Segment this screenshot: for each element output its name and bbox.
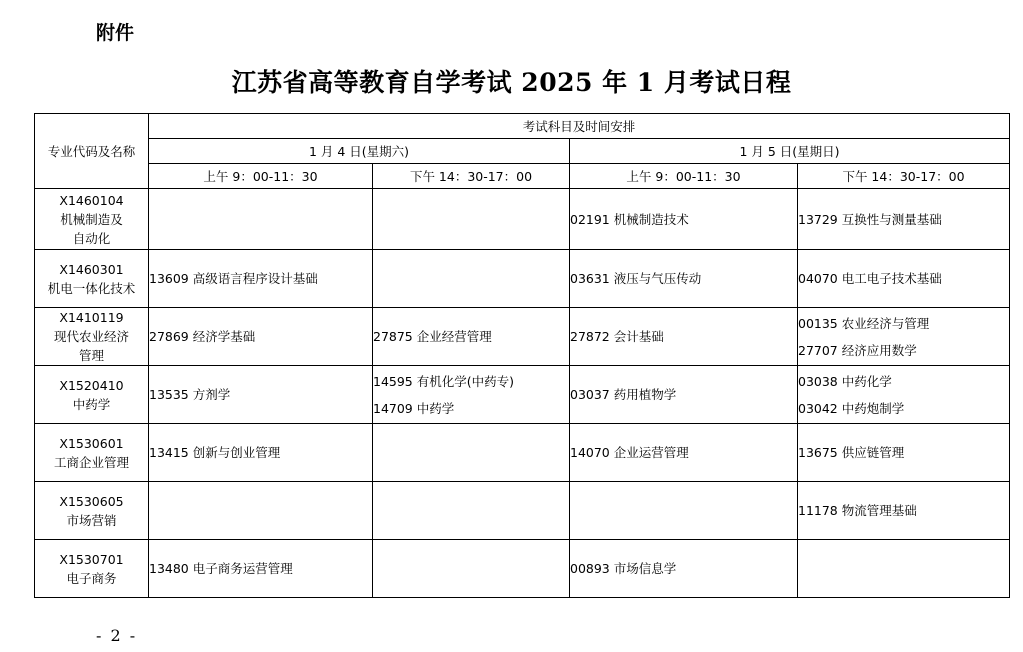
exam-subject: 27872 会计基础: [570, 329, 664, 344]
major-code: X1460104: [59, 192, 124, 208]
exam-subject: 03631 液压与气压传动: [570, 271, 702, 286]
major-code: X1530605: [59, 493, 124, 509]
exam-subject: 13729 互换性与测量基础: [798, 211, 942, 227]
exam-subject-cell: [570, 424, 798, 482]
major-name: 管理: [78, 348, 104, 363]
session-header-jan5-am: 上午 9：00-11：30: [570, 164, 798, 189]
major-code: X1530701: [59, 551, 124, 567]
table-row: [35, 366, 1010, 424]
exam-subject-cell: [570, 308, 798, 366]
exam-subject: 14595 有机化学(中药专): [373, 373, 514, 389]
exam-subject-cell: [149, 540, 373, 598]
exam-subject-cell: [570, 189, 798, 250]
major-code: X1530601: [59, 435, 124, 451]
document-title: 江苏省高等教育自学考试 2025 年 1 月考试日程: [231, 68, 792, 97]
major-code: X1410119: [59, 310, 124, 325]
major-name: 中药学: [72, 396, 111, 412]
exam-subject-cell: [798, 366, 1010, 424]
page-number: - 2 -: [96, 626, 138, 645]
exam-subject: 04070 电工电子技术基础: [798, 271, 942, 286]
major-cell: [35, 250, 149, 308]
major-cell: [35, 308, 149, 366]
major-cell: [35, 189, 149, 250]
exam-subject: 03038 中药化学: [798, 373, 892, 389]
exam-subject: 03042 中药炮制学: [798, 400, 905, 416]
exam-subject: 02191 机械制造技术: [570, 211, 689, 227]
exam-subject: 27869 经济学基础: [149, 329, 256, 344]
exam-subject: 14070 企业运营管理: [570, 445, 689, 460]
table-row: [35, 424, 1010, 482]
exam-subject-cell: [373, 189, 570, 250]
major-name: 电子商务: [66, 570, 117, 586]
session-header-jan5-pm: 下午 14：30-17：00: [798, 164, 1010, 189]
exam-subject: 14709 中药学: [373, 400, 455, 416]
exam-subject: 13535 方剂学: [149, 387, 231, 402]
exam-subject: 11178 物流管理基础: [798, 503, 917, 518]
major-name: 市场营销: [66, 512, 117, 528]
major-cell: [35, 366, 149, 424]
exam-subject-cell: [570, 482, 798, 540]
major-code: X1520410: [59, 377, 124, 393]
major-code: X1460301: [59, 261, 124, 277]
exam-subject-cell: [570, 540, 798, 598]
exam-subject-cell: [149, 250, 373, 308]
major-name: 现代农业经济: [53, 329, 129, 344]
exam-subject-cell: [373, 424, 570, 482]
exam-subject-cell: [149, 308, 373, 366]
exam-subject: 13609 高级语言程序设计基础: [149, 271, 318, 286]
major-cell: [35, 482, 149, 540]
major-name: 机械制造及: [60, 211, 123, 227]
exam-subject-cell: [373, 308, 570, 366]
schedule-rows: [35, 189, 1010, 598]
exam-subject-cell: [570, 250, 798, 308]
exam-subject-cell: [149, 482, 373, 540]
exam-subject-cell: [570, 366, 798, 424]
exam-subject-cell: [798, 189, 1010, 250]
exam-subject-cell: [373, 540, 570, 598]
day-header-jan4: 1 月 4 日(星期六): [149, 139, 570, 164]
table-row: [35, 250, 1010, 308]
exam-subject-cell: [798, 424, 1010, 482]
exam-subject-cell: [373, 250, 570, 308]
exam-subject-cell: [373, 366, 570, 424]
exam-subject-cell: [798, 250, 1010, 308]
exam-subject: 03037 药用植物学: [570, 387, 677, 402]
exam-subject-cell: [149, 366, 373, 424]
major-name: 自动化: [72, 230, 111, 246]
table-row: [35, 308, 1010, 366]
schedule-group-header: 考试科目及时间安排: [149, 114, 1010, 139]
major-column-header: 专业代码及名称: [35, 114, 149, 189]
major-cell: [35, 424, 149, 482]
exam-subject-cell: [149, 189, 373, 250]
table-row: [35, 540, 1010, 598]
table-row: [35, 189, 1010, 250]
major-name: 机电一体化技术: [47, 280, 136, 296]
exam-subject: 13675 供应链管理: [798, 445, 905, 460]
exam-subject-cell: [798, 308, 1010, 366]
exam-subject: 13415 创新与创业管理: [149, 445, 281, 460]
exam-subject: 00135 农业经济与管理: [798, 315, 930, 331]
exam-schedule-table: [34, 113, 1010, 598]
major-name: 工商企业管理: [53, 454, 129, 470]
exam-subject: 27875 企业经营管理: [373, 329, 492, 344]
session-header-jan4-am: 上午 9：00-11：30: [149, 164, 373, 189]
exam-subject-cell: [798, 482, 1010, 540]
exam-subject-cell: [798, 540, 1010, 598]
day-header-jan5: 1 月 5 日(星期日): [570, 139, 1010, 164]
exam-subject: 13480 电子商务运营管理: [149, 561, 293, 576]
exam-subject: 27707 经济应用数学: [798, 342, 917, 358]
attachment-label: 附件: [96, 22, 135, 44]
exam-subject-cell: [373, 482, 570, 540]
session-header-jan4-pm: 下午 14：30-17：00: [373, 164, 570, 189]
exam-subject-cell: [149, 424, 373, 482]
major-cell: [35, 540, 149, 598]
exam-subject: 00893 市场信息学: [570, 561, 677, 576]
table-row: [35, 482, 1010, 540]
